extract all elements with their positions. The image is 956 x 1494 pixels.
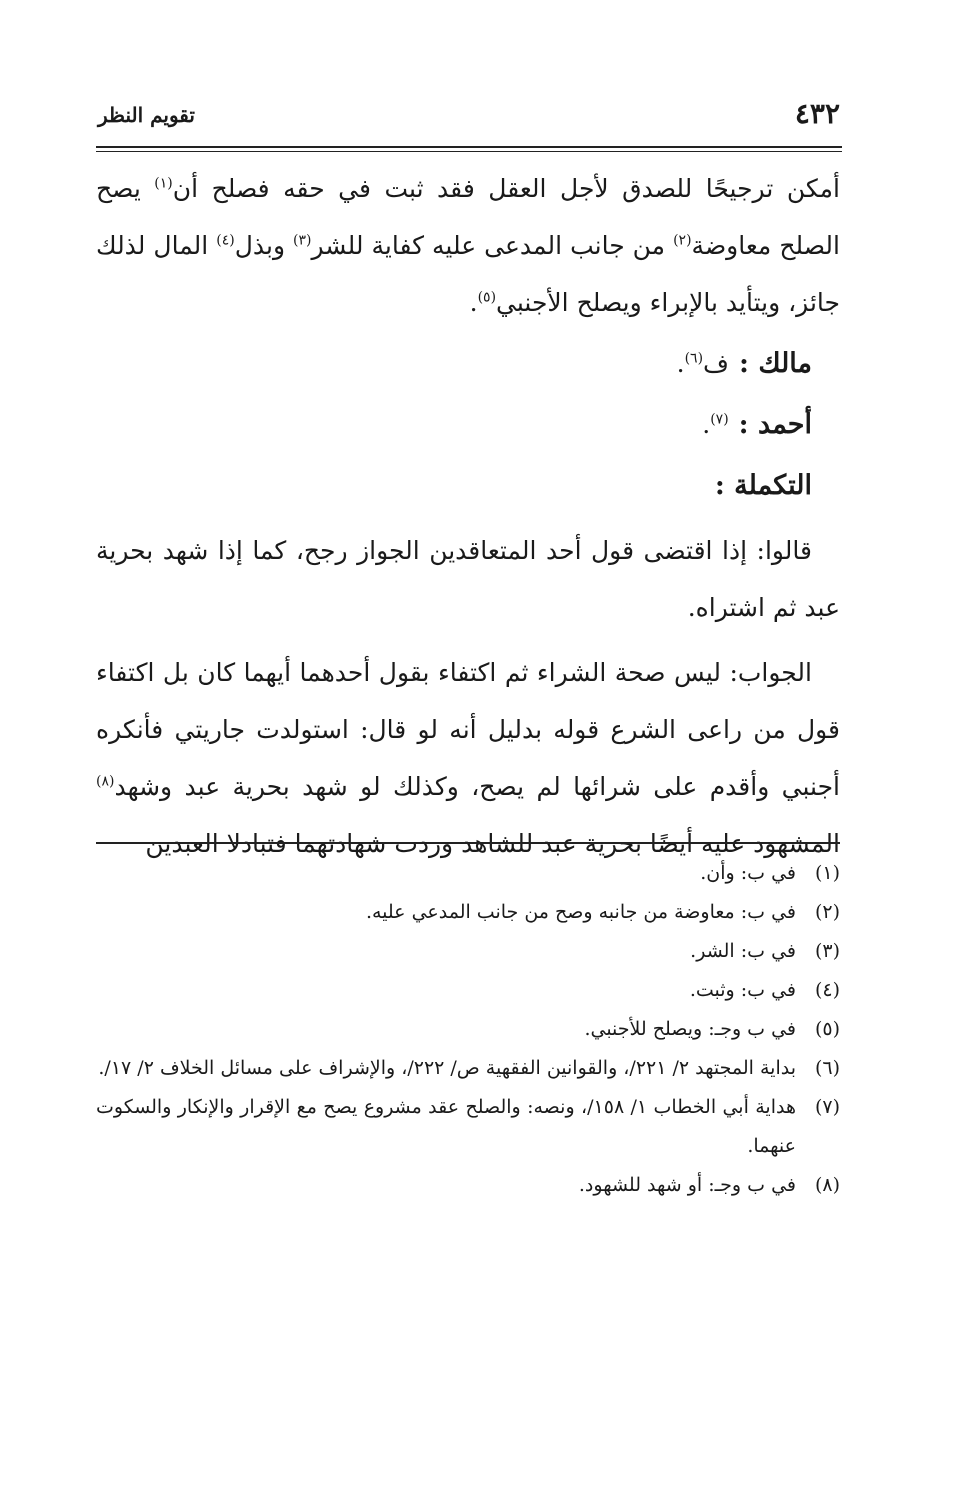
- footnote-ref-5: (٥): [477, 289, 497, 306]
- footnote-item: [96, 932, 840, 971]
- page-number: ٤٣٢: [794, 97, 840, 130]
- footnote-text: في ب: الشر.: [690, 940, 796, 962]
- takmila-heading: التكملة :: [714, 470, 812, 501]
- header-divider: [96, 146, 842, 152]
- paragraph-1: أمكن ترجيحًا للصدق لأجل العقل فقد ثبت في حقه فصلح أن$^{(١)}$ يصح الصلح معاوضة$^{(٢)}$ من جانب المدعى عليه كفاية للشر$^{(٣)}$ وبذل$^{(٤)}$ المال لذلك جائز، ويتأيد بالإبراء ويصلح الأجنبي$^{(٥)}$.: [96, 174, 840, 317]
- footnote-ref-2: (٢): [673, 232, 692, 249]
- footnote-text: في ب وجـ: ويصلح للأجنبي.: [584, 1018, 796, 1040]
- footnote-number: (٤): [814, 979, 840, 1001]
- malik-label: مالك :: [738, 348, 812, 379]
- running-title: تقويم النظر: [98, 103, 195, 127]
- footnote-ref-8: (٨): [96, 773, 115, 790]
- footnote-text: في ب: وثبت.: [689, 979, 796, 1001]
- footnote-number: (٨): [814, 1174, 840, 1196]
- malik-line: مالك :ف$^{(٦)}$.: [676, 348, 812, 379]
- footnote-text: في ب وجـ: أو شهد للشهود.: [578, 1174, 796, 1196]
- footnote-number: (١): [814, 862, 840, 884]
- footnote-number: (٥): [814, 1018, 840, 1040]
- footnote-ref-7: (٧): [710, 411, 729, 428]
- footnote-ref-3: (٣): [293, 232, 312, 249]
- footnote-ref-6: (٦): [684, 350, 704, 367]
- footnote-ref-1: (١): [154, 175, 173, 192]
- footnote-item: [96, 854, 840, 893]
- footnote-item: [96, 1010, 840, 1049]
- footnote-item: [96, 1049, 840, 1088]
- footnote-number: (٢): [814, 901, 840, 923]
- footnote-number: (٧): [814, 1096, 840, 1118]
- footnote-number: (٦): [814, 1057, 840, 1079]
- footnote-item: [96, 893, 840, 932]
- ahmad-label: أحمد :: [738, 409, 812, 440]
- footnote-text: في ب: معاوضة من جانبه وصح من جانب المدعي عليه.: [365, 901, 796, 923]
- footnote-text: بداية المجتهد ٢/ ٢٢١/، والقوانين الفقهية ص/ ٢٢٢/، والإشراف على مسائل الخلاف ٢/ ١٧/.: [98, 1057, 796, 1079]
- footnote-number: (٣): [814, 940, 840, 962]
- footnote-item: [96, 971, 840, 1010]
- page-header: [98, 96, 840, 136]
- footnote-text: في ب: وأن.: [700, 862, 796, 884]
- paragraph-objection: قالوا: إذا اقتضى قول أحد المتعاقدين الجواز رجح، كما إذا شهد بحرية عبد ثم اشتراه.: [96, 536, 840, 622]
- main-text: [96, 160, 840, 872]
- footnotes: [96, 854, 840, 1205]
- paragraph-answer: الجواب: ليس صحة الشراء ثم اكتفاء بقول أحدهما أيهما كان بل اكتفاء قول من راعى الشرع قوله بدليل أنه لو قال: استولدت جاريتي فأنكره أجنبي وأقدم على شرائها لم يصح، وكذلك لو شهد بحرية عبد وشهد$^{(٨)}$ المشهود عليه أيضًا بحرية عبد للشاهد وردت شهادتهما فتبادلا العبدين: [96, 658, 840, 858]
- footnote-item: [96, 1088, 840, 1166]
- footnote-divider: [96, 842, 840, 844]
- footnote-item: [96, 1166, 840, 1205]
- ahmad-line: أحمد :$^{(٧)}$.: [702, 409, 812, 440]
- footnote-ref-4: (٤): [216, 232, 235, 249]
- footnote-text: هداية أبي الخطاب ١/ ١٥٨/، ونصه: والصلح عقد مشروع يصح مع الإقرار والإنكار والسكوت عنهما.: [96, 1096, 796, 1157]
